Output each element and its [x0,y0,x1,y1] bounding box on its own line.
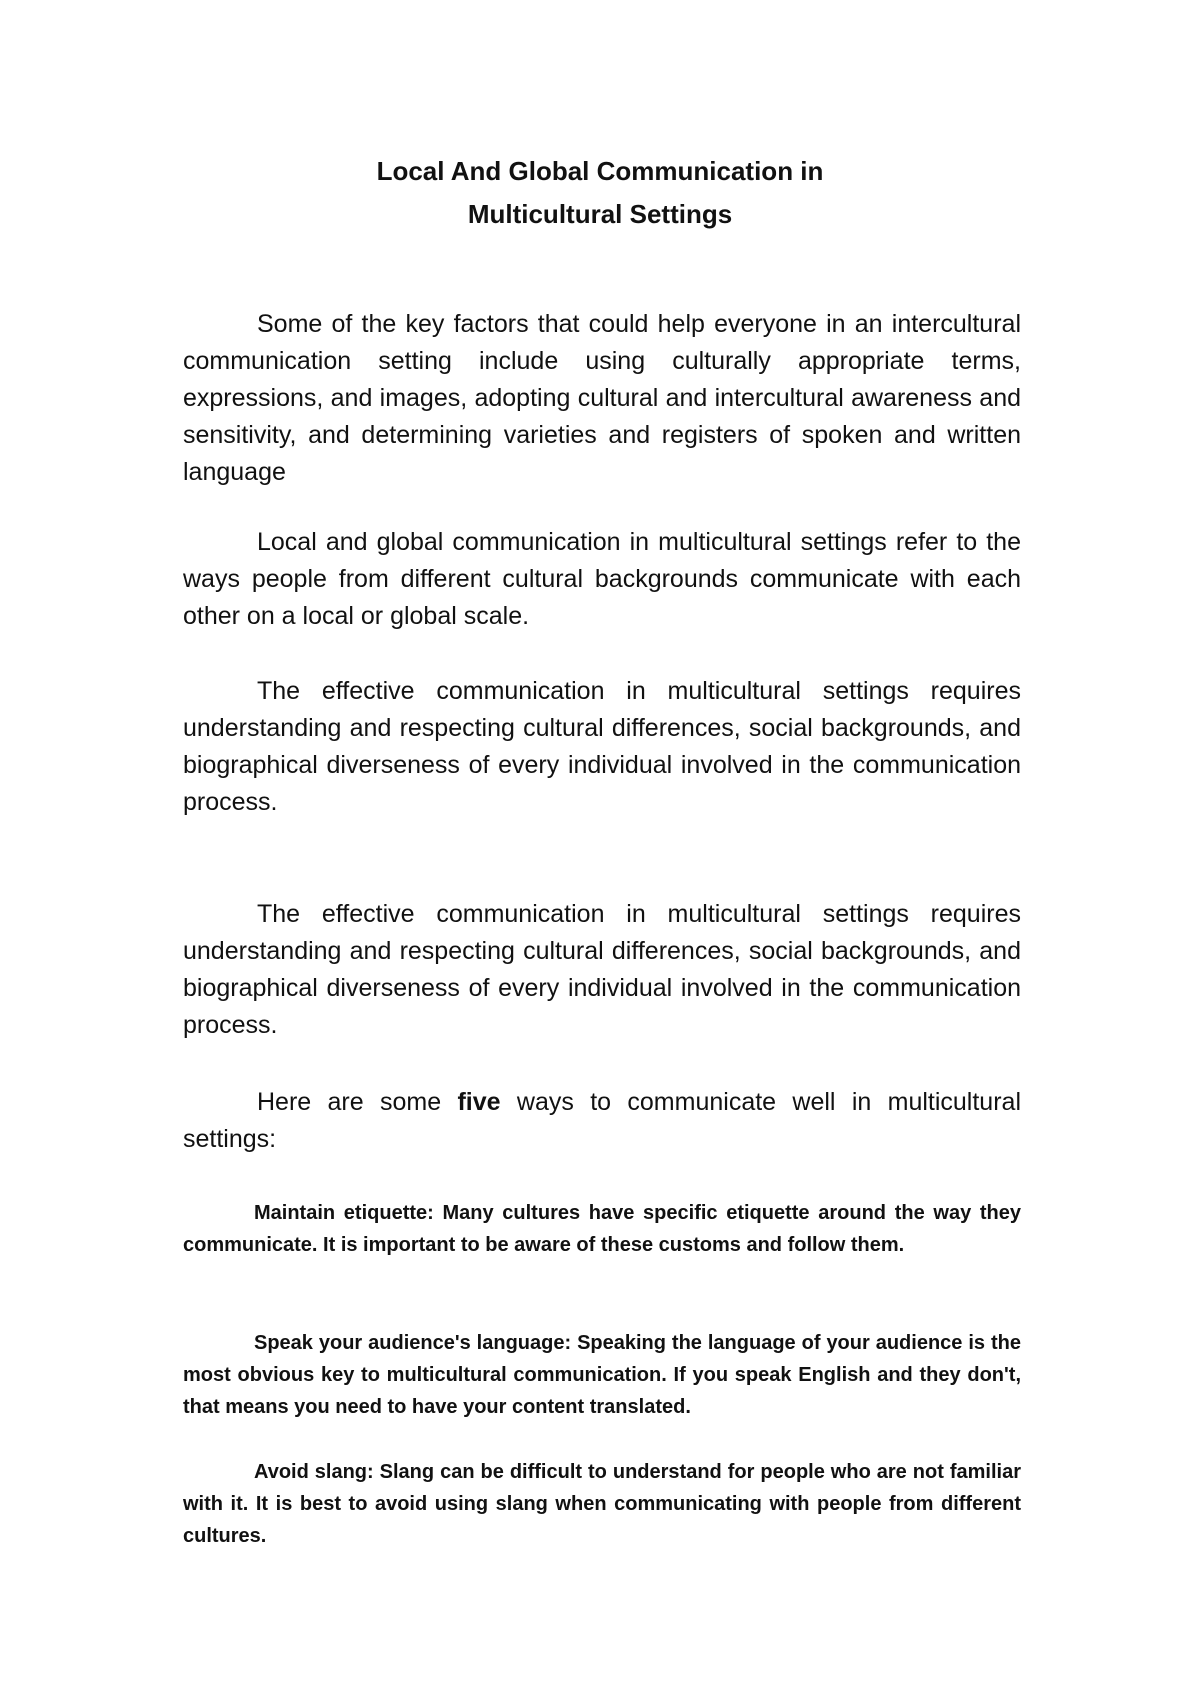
paragraph-definition: Local and global communication in multicultural settings refer to the ways people from different cultural backgrounds communicate with each other on a local or global scale. [183,528,1021,630]
document-title [0,150,1200,236]
tip-maintain-etiquette: Maintain etiquette: Many cultures have specific etiquette around the way they communicate. It is important to be aware of these customs and follow them. [183,1202,1021,1256]
tip-speak-audience-language: Speak your audience's language: Speaking the language of your audience is the most obvious key to multicultural communication. If you speak English and they don't, that means you need to have your content translated. [183,1332,1021,1418]
paragraph-five-ways-intro [183,1084,1021,1158]
tip-avoid-slang: Avoid slang: Slang can be difficult to understand for people who are not familiar with it. It is best to avoid using slang when communicating with people from different cultures. [183,1461,1021,1547]
paragraph-key-factors: Some of the key factors that could help everyone in an intercultural communication setting include using culturally appropriate terms, expressions, and images, adopting cultural and intercultural awareness and sensitivity, and determining varieties and registers of spoken and written language [183,310,1021,486]
intro-emphasis-five: five [457,1088,501,1116]
paragraph-effective-communication-1: The effective communication in multicultural settings requires understanding and respecting cultural differences, social backgrounds, and biographical diverseness of every individual involved in the communication process. [183,677,1021,816]
title-line-1: Local And Global Communication in [376,156,824,186]
intro-text-start: Here are some [257,1088,458,1116]
intro-text-end: ways to communicate well in multicultural settings: [183,1088,1021,1153]
paragraph-effective-communication-2: The effective communication in multicultural settings requires understanding and respecting cultural differences, social backgrounds, and biographical diverseness of every individual involved in the communication process. [183,900,1021,1039]
title-line-2: Multicultural Settings [467,199,733,229]
